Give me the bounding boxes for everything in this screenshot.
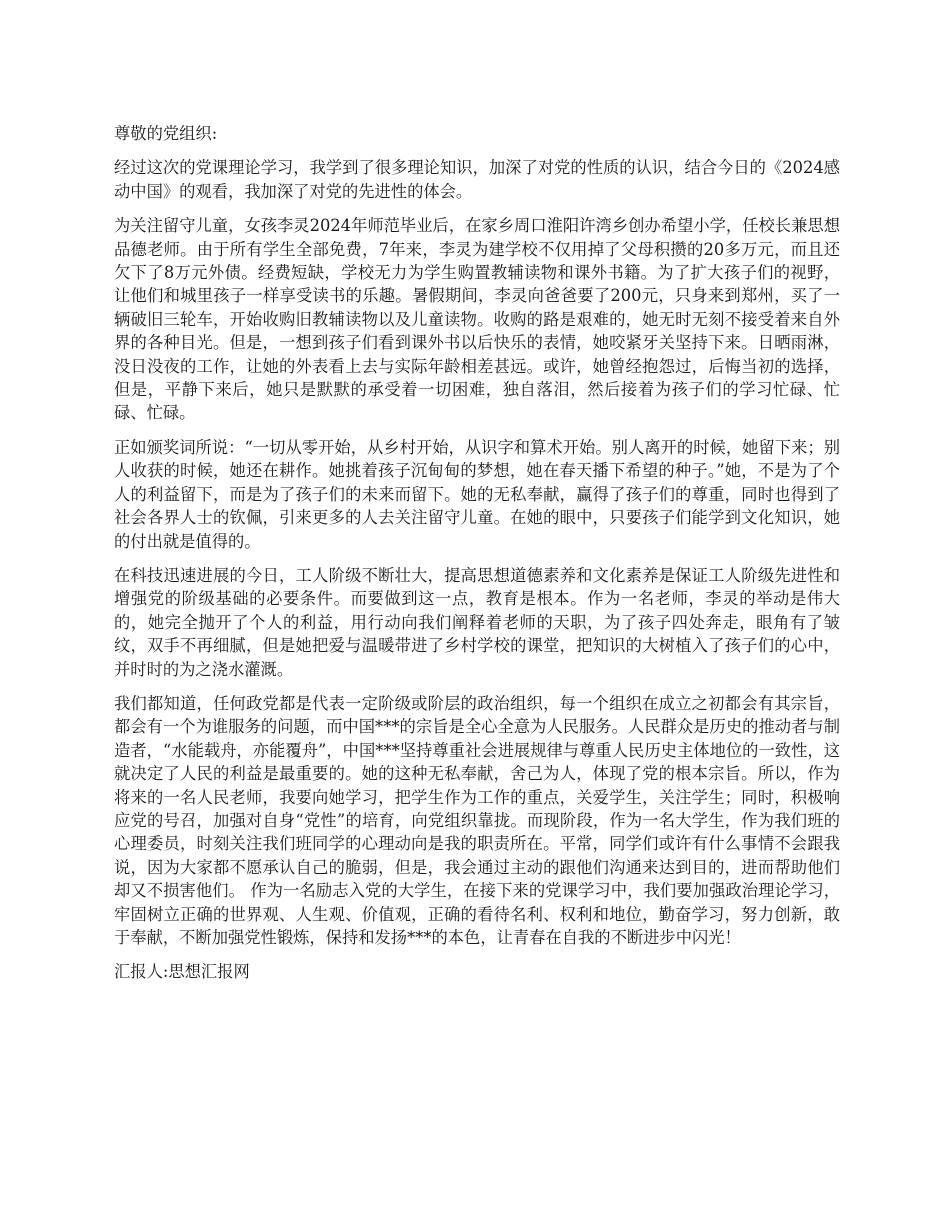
paragraph-intro: 经过这次的党课理论学习，我学到了很多理论知识，加深了对党的性质的认识，结合今日的《2024感动中国》的观看，我加深了对党的先进性的体会。 [114, 158, 840, 201]
paragraph-party-purpose: 我们都知道，任何政党都是代表一定阶级或阶层的政治组织，每一个组织在成立之初都会有其宗旨，都会有一个为谁服务的问题，而中国***的宗旨是全心全意为人民服务。人民群众是历史的推动者与制造者，“水能载舟，亦能覆舟”，中国***坚持尊重社会进展规律与尊重人民历史主体地位的一致性，这就决定了人民的利益是最重要的。她的这种无私奉献，舍己为人，体现了党的根本宗旨。所以，作为将来的一名人民老师，我要向她学习，把学生作为工作的重点，关爱学生，关注学生；同时，积极响应党的号召，加强对自身“党性”的培育，向党组织靠拢。而现阶段，作为一名大学生，作为我们班的心理委员，时刻关注我们班同学的心理动向是我的职责所在。平常，同学们或许有什么事情不会跟我说，因为大家都不愿承认自己的脆弱，但是，我会通过主动的跟他们沟通来达到目的，进而帮助他们却又不损害他们。 作为一名励志入党的大学生，在接下来的党课学习中，我们要加强政治理论学习，牢固树立正确的世界观、人生观、价值观，正确的看待名利、权利和地位，勤奋学习，努力创新，敢于奉献，不断加强党性锻炼，保持和发扬***的本色，让青春在自我的不断进步中闪光！ [114, 693, 840, 947]
salutation: 尊敬的党组织: [114, 124, 218, 143]
document-page [114, 122, 840, 995]
paragraph-story: 为关注留守儿童，女孩李灵2024年师范毕业后，在家乡周口淮阳许湾乡创办希望小学，任校长兼思想品德老师。由于所有学生全部免费，7年来，李灵为建学校不仅用掉了父母积攒的20多万元，而且还欠下了8万元外债。经费短缺，学校无力为学生购置教辅读物和课外书籍。为了扩大孩子们的视野，让他们和城里孩子一样享受读书的乐趣。暑假期间，李灵向爸爸要了200元，只身来到郑州，买了一辆破旧三轮车，开始收购旧教辅读物以及儿童读物。收购的路是艰难的，她无时无刻不接受着来自外界的各种目光。但是，一想到孩子们看到课外书以后快乐的表情，她咬紧牙关坚持下来。日晒雨淋，没日没夜的工作，让她的外表看上去与实际年龄相差甚远。或许，她曾经抱怨过，后悔当初的选择，但是，平静下来后，她只是默默的承受着一切困难，独自落泪，然后接着为孩子们的学习忙碌、忙碌、忙碌。 [114, 216, 840, 423]
paragraph-award-citation: 正如颁奖词所说：“一切从零开始，从乡村开始，从识字和算术开始。别人离开的时候，她留下来；别人收获的时候，她还在耕作。她挑着孩子沉甸甸的梦想，她在春天播下希望的种子。”她，不是为了个人的利益留下，而是为了孩子们的未来而留下。她的无私奉献，赢得了孩子们的尊重，同时也得到了社会各界人士的钦佩，引来更多的人去关注留守儿童。在她的眼中，只要孩子们能学到文化知识，她的付出就是值得的。 [114, 437, 840, 551]
signature: 汇报人:思想汇报网 [114, 962, 250, 982]
paragraph-education: 在科技迅速进展的今日，工人阶级不断壮大，提高思想道德素养和文化素养是保证工人阶级先进性和增强党的阶级基础的必要条件。而要做到这一点，教育是根本。作为一名老师，李灵的举动是伟大的，她完全抛开了个人的利益，用行动向我们阐释着老师的天职，为了孩子四处奔走，眼角有了皱纹，双手不再细腻，但是她把爱与温暖带进了乡村学校的课堂，把知识的大树植入了孩子们的心中，并时时的为之浇水灌溉。 [114, 565, 840, 679]
